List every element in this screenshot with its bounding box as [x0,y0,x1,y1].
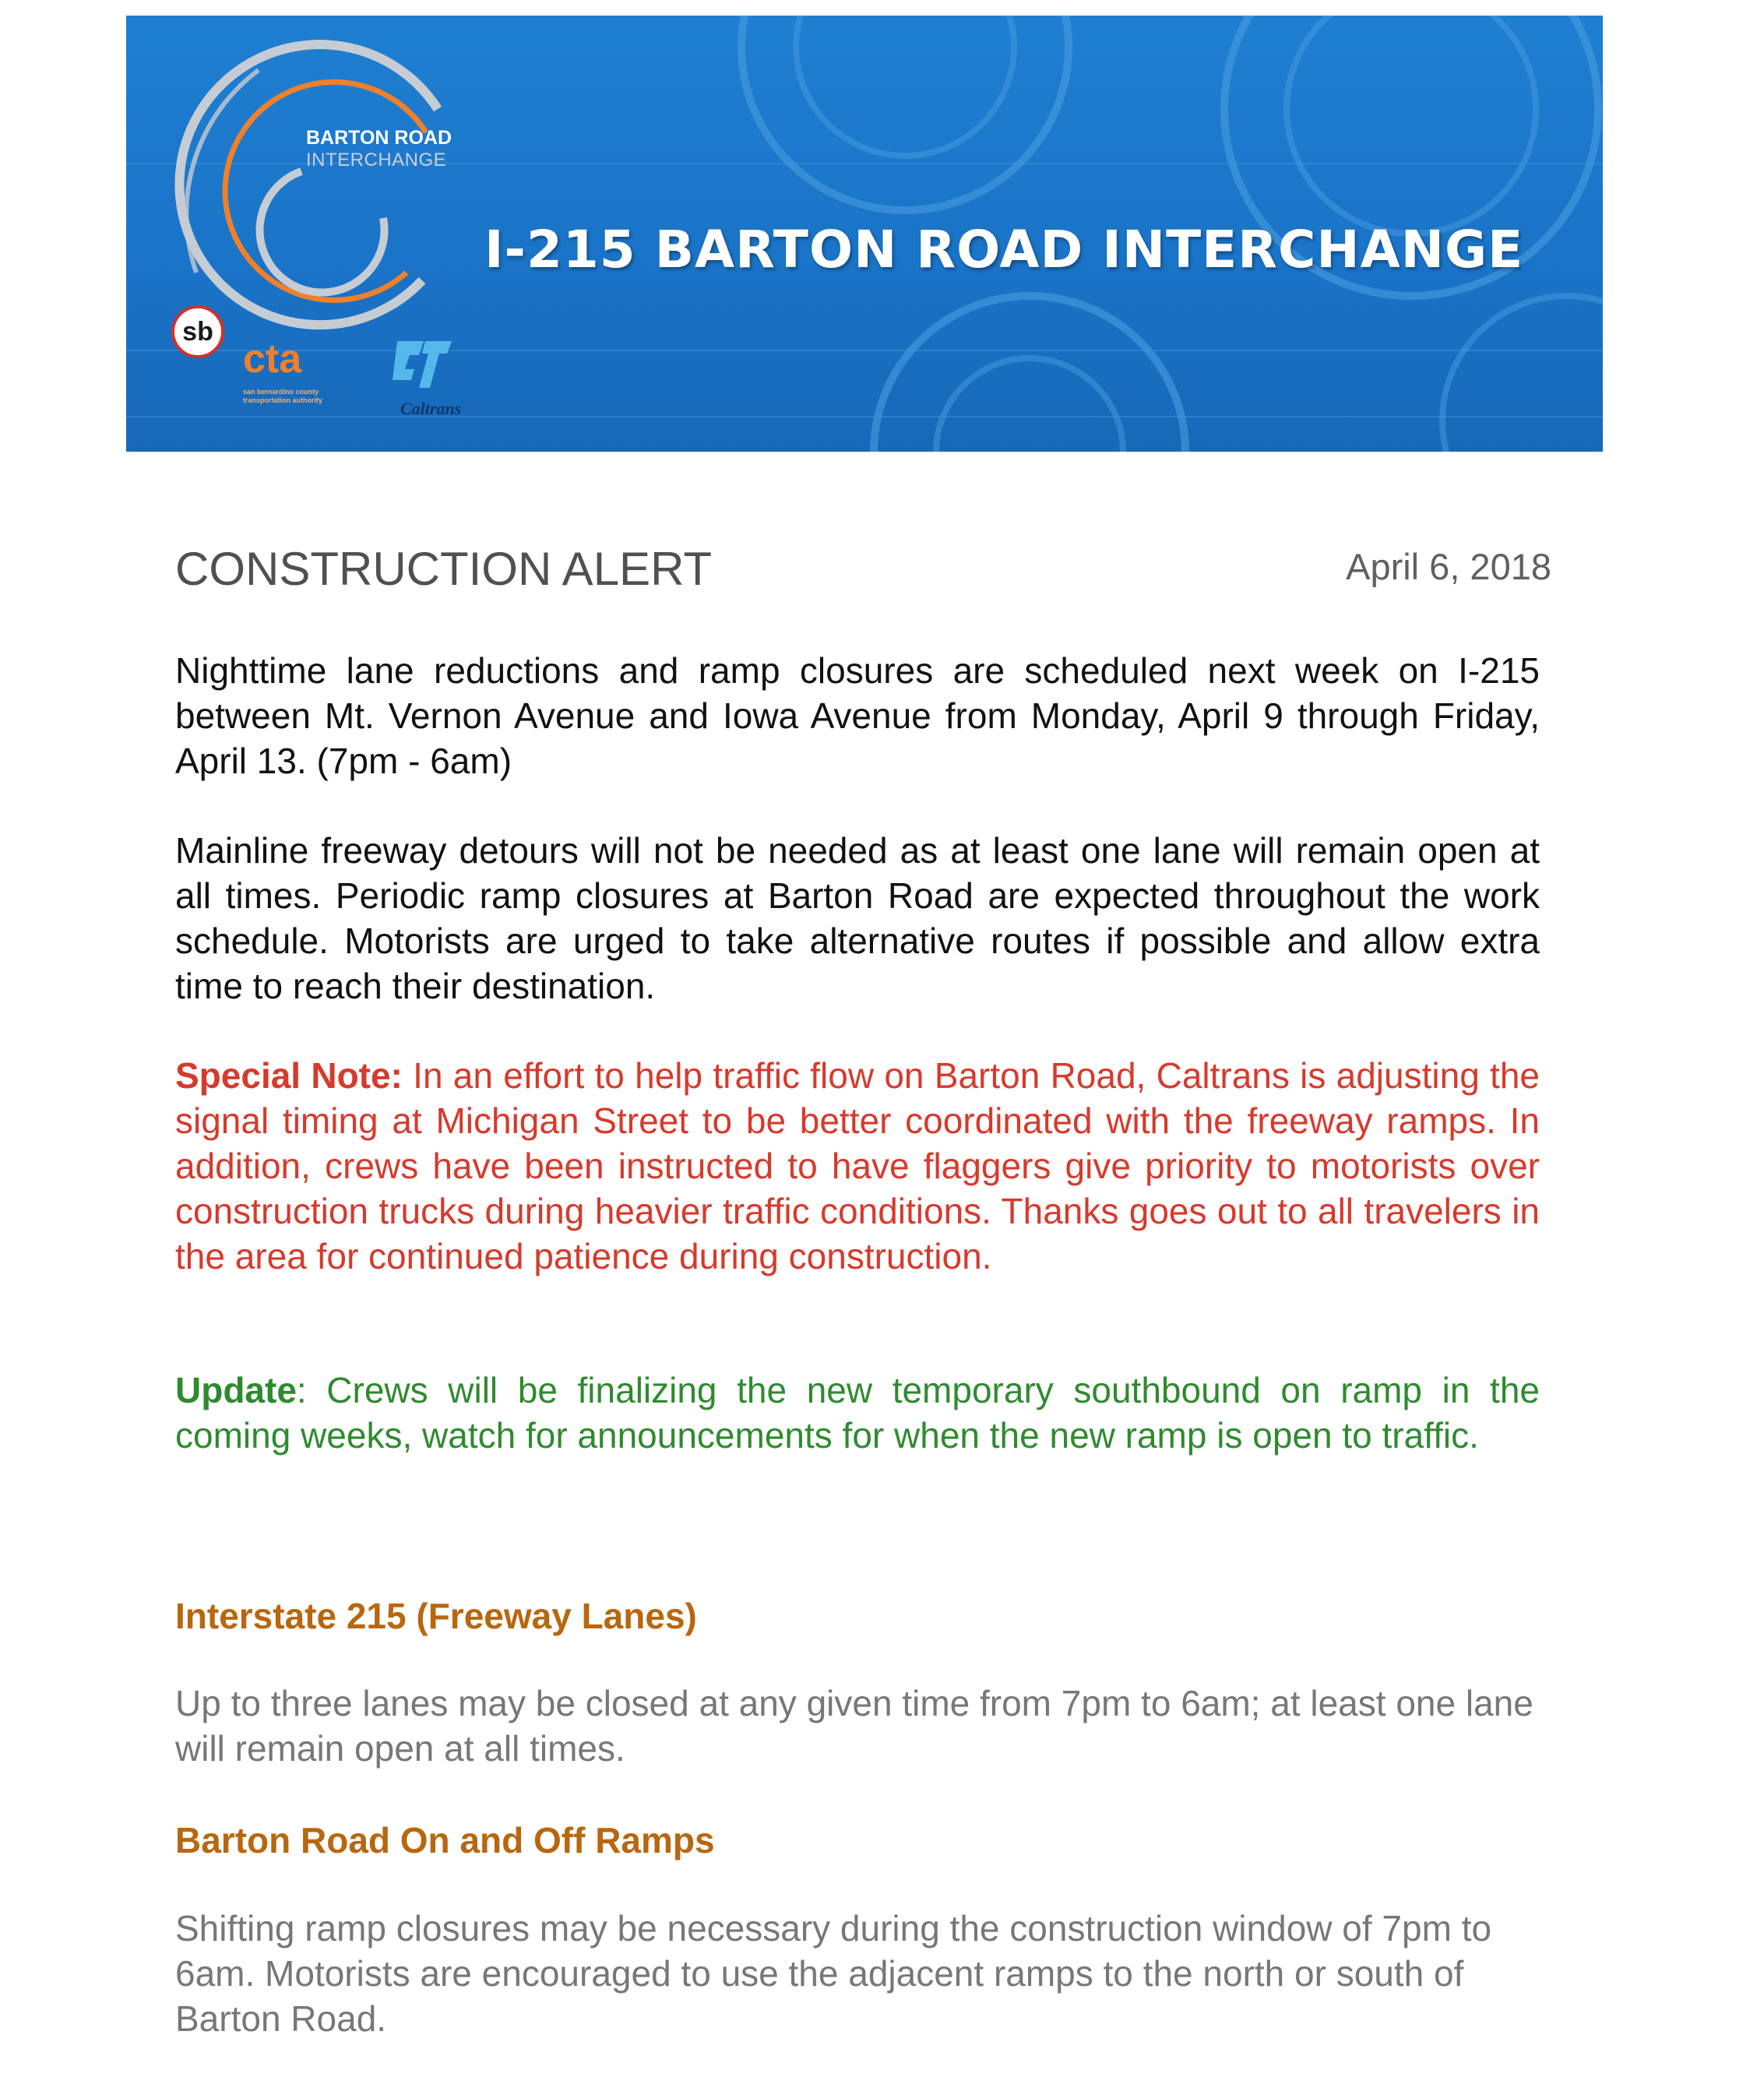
header-banner [126,16,1603,452]
caltrans-label: Caltrans [400,399,462,418]
special-note-label: Special Note: [175,1055,403,1096]
special-note-text: In an effort to help traffic flow on Barton Road, Caltrans is adjusting the signal timing at Michigan Street to be better coordinated with the freeway ramps. In addition, crews have been instructed to have flaggers give priority to motorists over construction trucks during heavier traffic conditions. Thanks goes out to all travelers in the area for continued patience during construction. [175,1055,1540,1276]
section-body-freeway-lanes: Up to three lanes may be closed at any given time from 7pm to 6am; at least one lane will remain open at all times. [175,1683,1533,1769]
alert-date: April 6, 2018 [1346,546,1551,587]
sbcta-tagline: san bernardino county transportation authority [243,388,323,404]
section-heading-ramps: Barton Road On and Off Ramps [175,1820,715,1860]
intro-paragraph: Nighttime lane reductions and ramp closures are scheduled next week on I-215 between Mt. Vernon Avenue and Iowa Avenue from Monday, April 9 through Friday, April 13. (7pm - 6am) [175,650,1540,781]
sbcta-logo-badge: sb [171,305,224,358]
banner-title: I-215 BARTON ROAD INTERCHANGE [484,220,1524,280]
caltrans-logo-icon [391,333,453,396]
logo-subtitle: INTERCHANGE [306,150,447,171]
update-text: : Crews will be finalizing the new temporary southbound on ramp in the coming weeks, watch for announcements for when the new ramp is open to traffic. [175,1370,1540,1456]
section-body-ramps: Shifting ramp closures may be necessary during the construction window of 7pm to 6am. Motorists are encouraged to use the adjacent ramps to the north or south of Barton Road. [175,1908,1492,2039]
update-paragraph [175,1368,1540,1458]
sbcta-logo-text: cta [243,336,302,382]
update-label: Update [175,1370,297,1410]
detours-paragraph: Mainline freeway detours will not be needed as at least one lane will remain open at all times. Periodic ramp closures at Barton Road are expected throughout the work schedule. Motorists are urged to take alternative routes if possible and allow extra time to reach their destination. [175,830,1540,1006]
logo-title: BARTON ROAD [306,127,452,149]
alert-heading: CONSTRUCTION ALERT [175,543,712,595]
special-note-paragraph [175,1053,1540,1279]
section-heading-freeway-lanes: Interstate 215 (Freeway Lanes) [175,1596,697,1636]
